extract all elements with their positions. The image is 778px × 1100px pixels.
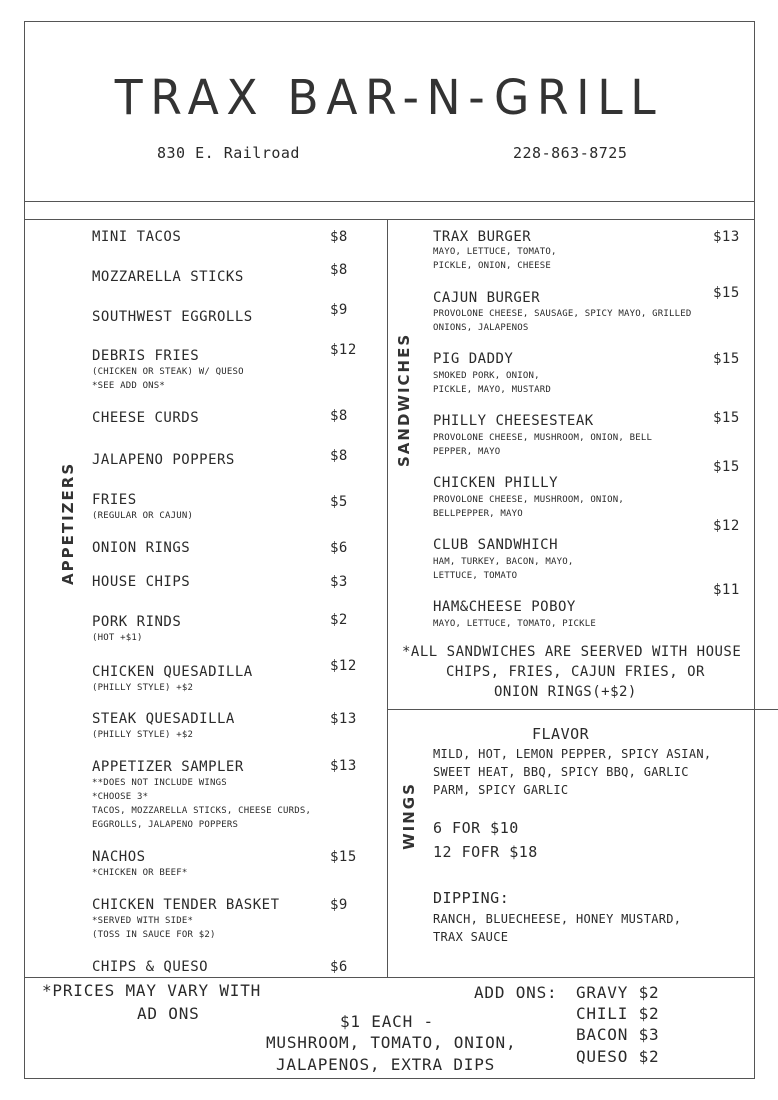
- flavor-list: SWEET HEAT, BBQ, SPICY BBQ, GARLIC: [433, 765, 689, 779]
- phone: 228-863-8725: [513, 144, 628, 162]
- wings-label: WINGS: [400, 782, 418, 850]
- appetizer-name: CHICKEN TENDER BASKET: [92, 897, 280, 913]
- wing-option: 12 FOFR $18: [433, 843, 538, 861]
- appetizer-price: $8: [330, 448, 348, 464]
- sandwich-desc: BELLPEPPER, MAYO: [433, 509, 523, 519]
- dipping-list: TRAX SAUCE: [433, 930, 509, 944]
- appetizer-name: CHEESE CURDS: [92, 410, 200, 426]
- appetizer-name: APPETIZER SAMPLER: [92, 759, 244, 775]
- appetizer-price: $8: [330, 262, 348, 278]
- appetizer-name: NACHOS: [92, 849, 146, 865]
- sandwich-desc: HAM, TURKEY, BACON, MAYO,: [433, 557, 574, 567]
- outer-border-top: [24, 21, 755, 22]
- sandwich-desc: LETTUCE, TOMATO: [433, 571, 518, 581]
- appetizer-price: $6: [330, 959, 348, 975]
- appetizer-desc: *CHICKEN OR BEEF*: [92, 868, 188, 878]
- column-divider: [387, 219, 388, 978]
- appetizer-price: $9: [330, 302, 348, 318]
- flavor-heading: FLAVOR: [532, 725, 590, 743]
- sandwich-desc: PEPPER, MAYO: [433, 447, 501, 457]
- appetizer-price: $12: [330, 658, 357, 674]
- flavor-list: MILD, HOT, LEMON PEPPER, SPICY ASIAN,: [433, 747, 712, 761]
- outer-border-right: [754, 21, 755, 1079]
- sandwich-name: HAM&CHEESE POBOY: [433, 599, 576, 615]
- add-on-item: GRAVY $2: [576, 983, 660, 1002]
- sandwich-desc: PICKLE, ONION, CHEESE: [433, 261, 551, 271]
- sandwich-desc: PICKLE, MAYO, MUSTARD: [433, 385, 551, 395]
- appetizer-price: $9: [330, 897, 348, 913]
- appetizer-desc: (PHILLY STYLE) +$2: [92, 683, 194, 693]
- appetizer-name: FRIES: [92, 492, 137, 508]
- restaurant-title: TRAX BAR-N-GRILL: [114, 70, 664, 126]
- sandwich-desc: PROVOLONE CHEESE, MUSHROOM, ONION,: [433, 495, 625, 505]
- flavor-list: PARM, SPICY GARLIC: [433, 783, 569, 797]
- sandwich-name: PHILLY CHEESESTEAK: [433, 413, 594, 429]
- appetizer-desc: **DOES NOT INCLUDE WINGS: [92, 778, 227, 788]
- outer-border-left: [24, 21, 25, 1079]
- appetizer-name: HOUSE CHIPS: [92, 574, 191, 590]
- appetizer-desc: *SERVED WITH SIDE*: [92, 916, 194, 926]
- add-on-item: BACON $3: [576, 1025, 660, 1044]
- sandwich-desc: PROVOLONE CHEESE, SAUSAGE, SPICY MAYO, GRILLED: [433, 309, 692, 319]
- header-divider-2: [24, 219, 755, 220]
- appetizer-desc: (TOSS IN SAUCE FOR $2): [92, 930, 216, 940]
- appetizer-name: PORK RINDS: [92, 614, 182, 630]
- appetizer-price: $6: [330, 540, 348, 556]
- add-on-item: QUESO $2: [576, 1047, 660, 1066]
- sandwich-name: TRAX BURGER: [433, 229, 532, 245]
- sandwiches-label: SANDWICHES: [395, 332, 413, 467]
- header-divider-1: [24, 201, 755, 202]
- sandwich-desc: ONIONS, JALAPENOS: [433, 323, 529, 333]
- sandwich-price: $13: [713, 229, 740, 245]
- sandwich-price: $11: [713, 582, 740, 598]
- add-on-item: CHILI $2: [576, 1004, 660, 1023]
- appetizer-price: $15: [330, 849, 357, 865]
- appetizer-name: CHICKEN QUESADILLA: [92, 664, 253, 680]
- dipping-list: RANCH, BLUECHEESE, HONEY MUSTARD,: [433, 912, 682, 926]
- sandwich-price: $15: [713, 410, 740, 426]
- each-note: $1 EACH -: [340, 1012, 434, 1031]
- appetizer-desc: (PHILLY STYLE) +$2: [92, 730, 194, 740]
- appetizer-desc: EGGROLLS, JALAPENO POPPERS: [92, 820, 239, 830]
- sandwich-desc: SMOKED PORK, ONION,: [433, 371, 540, 381]
- sandwich-note: ONION RINGS(+$2): [494, 684, 637, 700]
- appetizer-name: STEAK QUESADILLA: [92, 711, 235, 727]
- appetizer-price: $5: [330, 494, 348, 510]
- appetizer-name: SOUTHWEST EGGROLLS: [92, 309, 253, 325]
- sandwich-desc: PROVOLONE CHEESE, MUSHROOM, ONION, BELL: [433, 433, 653, 443]
- each-note: MUSHROOM, TOMATO, ONION,: [266, 1033, 517, 1052]
- appetizer-desc: *SEE ADD ONS*: [92, 381, 166, 391]
- appetizer-price: $3: [330, 574, 348, 590]
- prices-note: *PRICES MAY VARY WITH: [42, 981, 262, 1000]
- appetizer-price: $13: [330, 711, 357, 727]
- appetizer-name: MINI TACOS: [92, 229, 182, 245]
- appetizer-desc: *CHOOSE 3*: [92, 792, 149, 802]
- sandwich-name: PIG DADDY: [433, 351, 514, 367]
- appetizer-desc: (HOT +$1): [92, 633, 143, 643]
- appetizer-desc: TACOS, MOZZARELLA STICKS, CHEESE CURDS,: [92, 806, 312, 816]
- sandwich-desc: MAYO, LETTUCE, TOMATO, PICKLE: [433, 619, 596, 629]
- footer-divider: [24, 977, 755, 978]
- appetizer-price: $8: [330, 229, 348, 245]
- outer-border-bottom: [24, 1078, 755, 1079]
- wings-divider: [387, 709, 778, 710]
- sandwich-note: *ALL SANDWICHES ARE SEERVED WITH HOUSE: [402, 644, 742, 660]
- address: 830 E. Railroad: [157, 144, 300, 162]
- add-ons-label: ADD ONS:: [474, 983, 558, 1002]
- appetizer-price: $8: [330, 408, 348, 424]
- sandwich-name: CAJUN BURGER: [433, 290, 541, 306]
- wing-option: 6 FOR $10: [433, 819, 519, 837]
- appetizer-price: $12: [330, 342, 357, 358]
- sandwich-price: $15: [713, 285, 740, 301]
- appetizer-name: JALAPENO POPPERS: [92, 452, 235, 468]
- sandwich-note: CHIPS, FRIES, CAJUN FRIES, OR: [446, 664, 705, 680]
- appetizer-desc: (REGULAR OR CAJUN): [92, 511, 194, 521]
- sandwich-desc: MAYO, LETTUCE, TOMATO,: [433, 247, 557, 257]
- appetizer-name: CHIPS & QUESO: [92, 959, 209, 975]
- appetizer-name: DEBRIS FRIES: [92, 348, 200, 364]
- sandwich-price: $15: [713, 351, 740, 367]
- appetizers-label: APPETIZERS: [59, 461, 77, 585]
- appetizer-name: ONION RINGS: [92, 540, 191, 556]
- appetizer-price: $13: [330, 758, 357, 774]
- sandwich-name: CLUB SANDWHICH: [433, 537, 559, 553]
- prices-note: AD ONS: [137, 1004, 200, 1023]
- sandwich-price: $12: [713, 518, 740, 534]
- dipping-heading: DIPPING:: [433, 889, 510, 907]
- sandwich-name: CHICKEN PHILLY: [433, 475, 559, 491]
- sandwich-price: $15: [713, 459, 740, 475]
- appetizer-name: MOZZARELLA STICKS: [92, 269, 244, 285]
- each-note: JALAPENOS, EXTRA DIPS: [276, 1055, 496, 1074]
- appetizer-price: $2: [330, 612, 348, 628]
- appetizer-desc: (CHICKEN OR STEAK) W/ QUESO: [92, 367, 244, 377]
